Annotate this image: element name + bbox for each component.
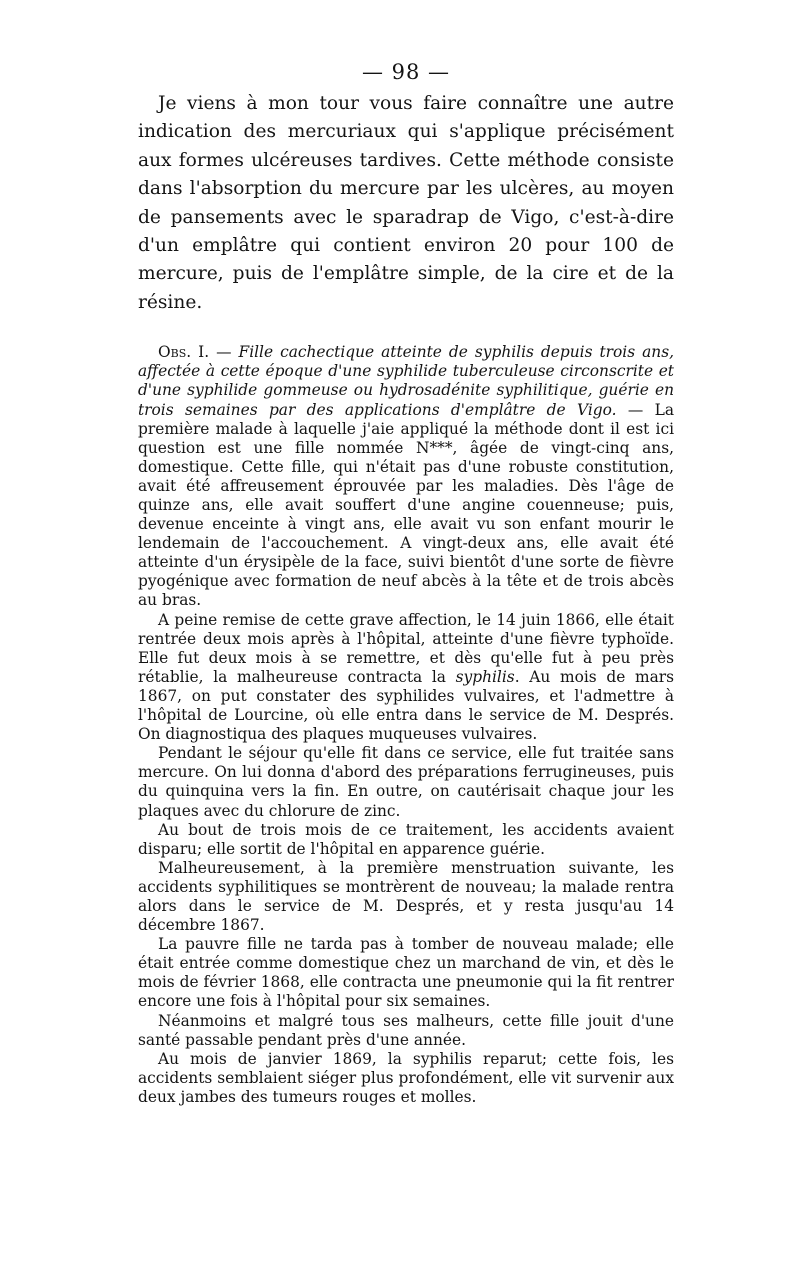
observation-label-dash: — — [209, 343, 239, 362]
observation-paragraph: Pendant le séjour qu'elle fit dans ce service, elle fut traitée sans mercure. On lui donna d'abord des préparations ferrugineuses, puis du quinquina vers la fin. En outre, on cautérisait chaque jour les plaques avec du chlorure de zinc. — [138, 744, 674, 820]
observation-paragraph — [138, 611, 674, 745]
observation-title-dash: — — [616, 400, 655, 419]
observation-paragraph: Malheureusement, à la première menstruation suivante, les accidents syphilitiques se montrèrent de nouveau; la malade rentra alors dans le service de M. Després, et y resta jusqu'au 14 décembre 1867. — [138, 858, 674, 935]
document-page — [138, 60, 674, 1107]
observation-title: Fille cachectique atteinte de syphilis depuis trois ans, affectée à cette époque d'une syphilide tuberculeuse circonscrite et d'une syphilide gommeuse ou hydrosadénite syphilitique, guérie en trois semaines par des applications d'emplâtre de Vigo. — [138, 343, 674, 419]
page-number: — 98 — — [361, 60, 451, 84]
observation-section — [138, 343, 674, 1107]
observation-heading — [138, 343, 674, 610]
intro-section — [138, 90, 674, 317]
observation-label: Obs. I. — [158, 343, 210, 362]
observation-first-paragraph: La première malade à laquelle j'aie appliqué la méthode dont il est ici question est une fille nommée N***, âgée de vingt-cinq ans, domestique. Cette fille, qui n'était pas d'une robuste constitution, avait été affreusement éprouvée par les maladies. Dès l'âge de quinze ans, elle avait souffert d'une angine couenneuse; puis, devenue enceinte à vingt ans, elle avait vu son enfant mourir le lendemain de l'accouchement. A vingt-deux ans, elle avait été atteinte d'un érysipèle de la face, suivi bientôt d'une sorte de fièvre pyogénique avec formation de neuf abcès à la tête et de trois abcès au bras. — [138, 400, 674, 610]
paragraph-italic-term: syphilis — [455, 667, 515, 686]
observation-paragraph: Néanmoins et malgré tous ses malheurs, cette fille jouit d'une santé passable pendant près d'une année. — [138, 1011, 674, 1049]
observation-paragraph: Au mois de janvier 1869, la syphilis reparut; cette fois, les accidents semblaient siéger plus profondément, elle vit survenir aux deux jambes des tumeurs rouges et molles. — [138, 1049, 674, 1106]
intro-paragraph: Je viens à mon tour vous faire connaître une autre indication des mercuriaux qui s'applique précisément aux formes ulcéreuses tardives. Cette méthode consiste dans l'absorption du mercure par les ulcères, au moyen de pansements avec le sparadrap de Vigo, c'est-à-dire d'un emplâtre qui contient environ 20 pour 100 de mercure, puis de l'emplâtre simple, de la cire et de la résine. — [138, 93, 674, 313]
observation-paragraph: La pauvre fille ne tarda pas à tomber de nouveau malade; elle était entrée comme domestique chez un marchand de vin, et dès le mois de février 1868, elle contracta une pneumonie qui la fit rentrer encore une fois à l'hôpital pour six semaines. — [138, 935, 674, 1011]
paragraph-text-before: A peine remise de cette grave affection, le 14 juin 1866, elle était rentrée deux mois après à l'hôpital, atteinte d'une fièvre typhoïde. Elle fut deux mois à se remettre, et dès qu'elle fut à peu près rétablie, la malheureuse contracta la — [138, 610, 674, 686]
observation-paragraph: Au bout de trois mois de ce traitement, les accidents avaient disparu; elle sortit de l'hôpital en apparence guérie. — [138, 820, 674, 858]
paragraph-text-after: . Au mois de mars 1867, on put constater des syphilides vulvaires, et l'admettre à l'hôpital de Lourcine, où elle entra dans le service de M. Després. On diagnostiqua des plaques muqueuses vulvaires. — [138, 667, 675, 744]
